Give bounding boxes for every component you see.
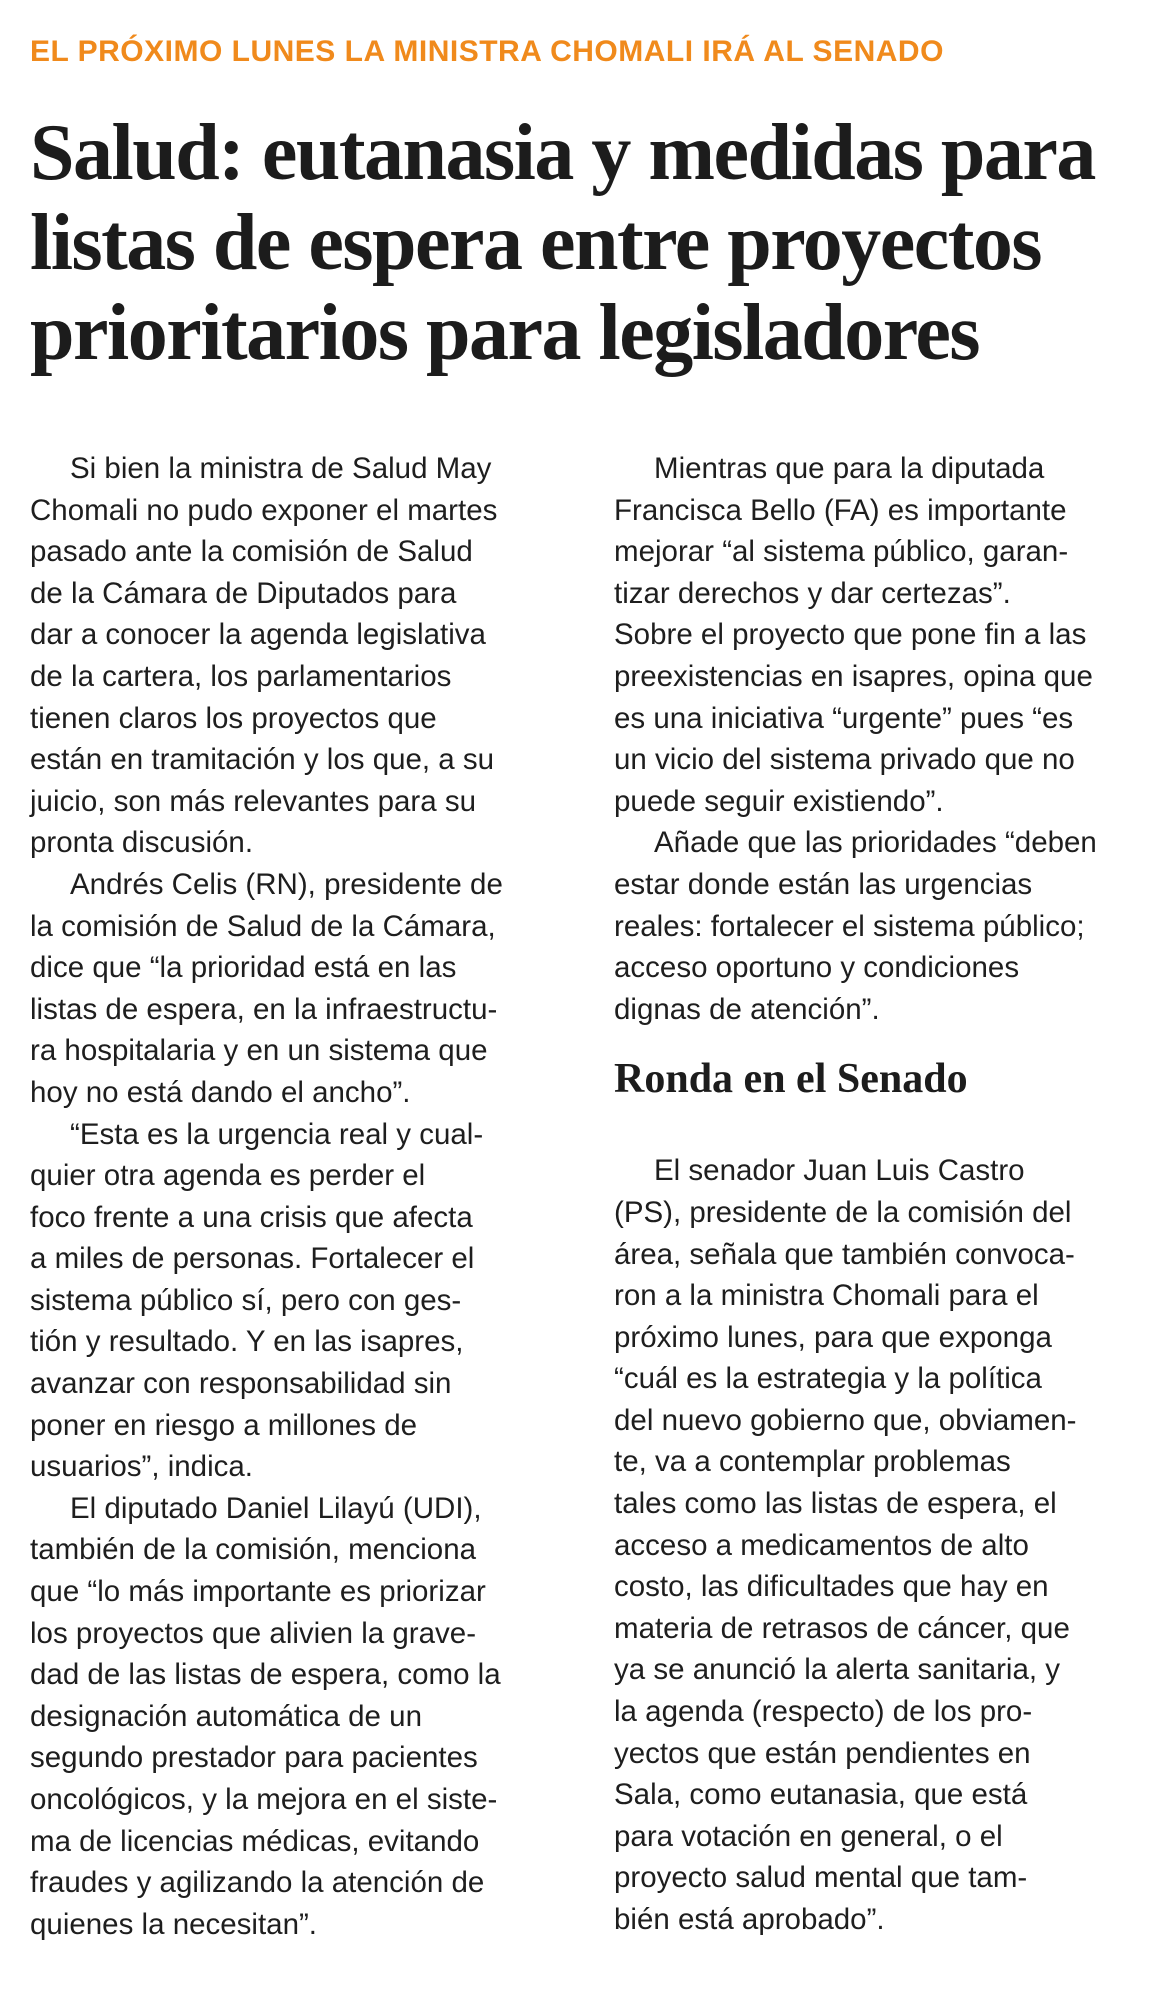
body-text-line: la agenda (respecto) de los pro-: [614, 1695, 1033, 1729]
body-text-line: acceso oportuno y condiciones: [614, 951, 1020, 985]
body-text-line: juicio, son más relevantes para su: [30, 784, 477, 818]
body-text-line: costo, las dificultades que hay en: [614, 1570, 1049, 1604]
body-text-line: sistema público sí, pero con ges-: [30, 1283, 462, 1317]
body-text-line: tión y resultado. Y en las isapres,: [30, 1325, 464, 1359]
section-subheading: Ronda en el Senado: [614, 1056, 968, 1103]
body-text-line: oncológicos, y la mejora en el siste-: [30, 1783, 498, 1816]
body-text-line: te, va a contemplar problemas: [614, 1445, 1011, 1479]
body-text-line: dignas de atención”.: [614, 992, 880, 1026]
headline-line: Salud: eutanasia y medidas para: [30, 109, 1095, 197]
body-text-line: acceso a medicamentos de alto: [614, 1528, 1029, 1562]
body-column-left: [30, 448, 570, 1945]
body-text-line: quier otra agenda es perder el: [30, 1159, 426, 1193]
headline-line: listas de espera entre proyectos: [30, 199, 1042, 287]
body-text-line: materia de retrasos de cáncer, que: [614, 1611, 1070, 1645]
body-text-line: de la cartera, los parlamentarios: [30, 659, 452, 693]
body-text-line: ya se anunció la alerta sanitaria, y: [614, 1653, 1061, 1687]
body-text-line: área, señala que también convoca-: [614, 1237, 1075, 1271]
body-text-line: puede seguir existiendo”.: [614, 784, 944, 818]
body-text-line: segundo prestador para pacientes: [30, 1741, 478, 1775]
body-text-line: estar donde están las urgencias: [614, 867, 1033, 901]
body-text-line: usuarios”, indica.: [30, 1450, 253, 1484]
body-text-line: foco frente a una crisis que afecta: [30, 1200, 473, 1234]
body-text-line: del nuevo gobierno que, obviamen-: [614, 1403, 1077, 1437]
body-text-line: Francisca Bello (FA) es importante: [614, 493, 1067, 527]
body-text-line: los proyectos que alivien la grave-: [30, 1616, 477, 1650]
body-text-line: que “lo más importante es priorizar: [30, 1575, 486, 1609]
body-text-line: es una iniciativa “urgente” pues “es: [614, 701, 1074, 735]
body-text-line: reales: fortalecer el sistema público;: [614, 909, 1085, 943]
body-text-line: mejorar “al sistema público, garan-: [614, 535, 1069, 569]
body-column-right-top: [614, 448, 1149, 1030]
body-text-line: un vicio del sistema privado que no: [614, 743, 1075, 777]
body-text-line: dice que “la prioridad está en las: [30, 951, 457, 985]
article-headline: [30, 108, 1150, 378]
body-column-right-bottom: [614, 1150, 1149, 1940]
body-text-line: Sobre el proyecto que pone fin a las: [614, 618, 1087, 652]
body-text-line: Añade que las prioridades “deben: [654, 826, 1097, 860]
body-text-line: avanzar con responsabilidad sin: [30, 1367, 452, 1401]
body-text-line: Si bien la ministra de Salud May: [70, 452, 492, 485]
body-text-line: poner en riesgo a millones de: [30, 1408, 418, 1442]
body-text-line: ron a la ministra Chomali para el: [614, 1279, 1039, 1313]
body-text-line: proyecto salud mental que tam-: [614, 1861, 1028, 1895]
headline-line: prioritarios para legisladores: [30, 289, 979, 377]
body-text-line: listas de espera, en la infraestructu-: [30, 992, 498, 1026]
body-text-line: están en tramitación y los que, a su: [30, 743, 495, 777]
body-text-line: para votación en general, o el: [614, 1819, 1003, 1853]
body-text-line: dad de las listas de espera, como la: [30, 1658, 501, 1692]
body-text-line: Andrés Celis (RN), presidente de: [70, 867, 503, 901]
body-text-line: fraudes y agilizando la atención de: [30, 1866, 485, 1900]
body-text-line: El senador Juan Luis Castro: [654, 1154, 1025, 1188]
body-text-line: próximo lunes, para que exponga: [614, 1320, 1052, 1354]
body-text-line: bién está aprobado”.: [614, 1903, 885, 1936]
body-text-line: “cuál es la estrategia y la política: [614, 1362, 1042, 1396]
body-text-line: ma de licencias médicas, evitando: [30, 1824, 480, 1858]
body-text-line: tienen claros los proyectos que: [30, 701, 437, 735]
body-text-line: Sala, como eutanasia, que está: [614, 1778, 1028, 1812]
body-text-line: la comisión de Salud de la Cámara,: [30, 909, 496, 943]
body-text-line: tizar derechos y dar certezas”.: [614, 576, 1011, 610]
body-text-line: tales como las listas de espera, el: [614, 1487, 1057, 1521]
article-kicker: EL PRÓXIMO LUNES LA MINISTRA CHOMALI IRÁ AL SENADO: [30, 35, 944, 68]
body-text-line: preexistencias en isapres, opina que: [614, 659, 1093, 693]
body-text-line: también de la comisión, menciona: [30, 1533, 477, 1567]
body-text-line: pasado ante la comisión de Salud: [30, 535, 473, 569]
body-text-line: yectos que están pendientes en: [614, 1736, 1031, 1770]
body-column-right: [614, 448, 1149, 1941]
body-text-line: dar a conocer la agenda legislativa: [30, 618, 486, 652]
body-text-line: a miles de personas. Fortalecer el: [30, 1242, 475, 1276]
body-text-line: hoy no está dando el ancho”.: [30, 1075, 411, 1109]
body-text-line: “Esta es la urgencia real y cual-: [70, 1117, 484, 1151]
body-text-line: Chomali no pudo exponer el martes: [30, 493, 498, 527]
body-text-line: quienes la necesitan”.: [30, 1907, 317, 1941]
body-text-line: pronta discusión.: [30, 826, 254, 860]
body-text-line: ra hospitalaria y en un sistema que: [30, 1034, 488, 1068]
body-text-line: designación automática de un: [30, 1699, 422, 1733]
body-text-line: El diputado Daniel Lilayú (UDI),: [70, 1491, 482, 1525]
body-text-line: de la Cámara de Diputados para: [30, 576, 457, 610]
body-text-line: (PS), presidente de la comisión del: [614, 1195, 1072, 1229]
body-text-line: Mientras que para la diputada: [654, 452, 1045, 485]
